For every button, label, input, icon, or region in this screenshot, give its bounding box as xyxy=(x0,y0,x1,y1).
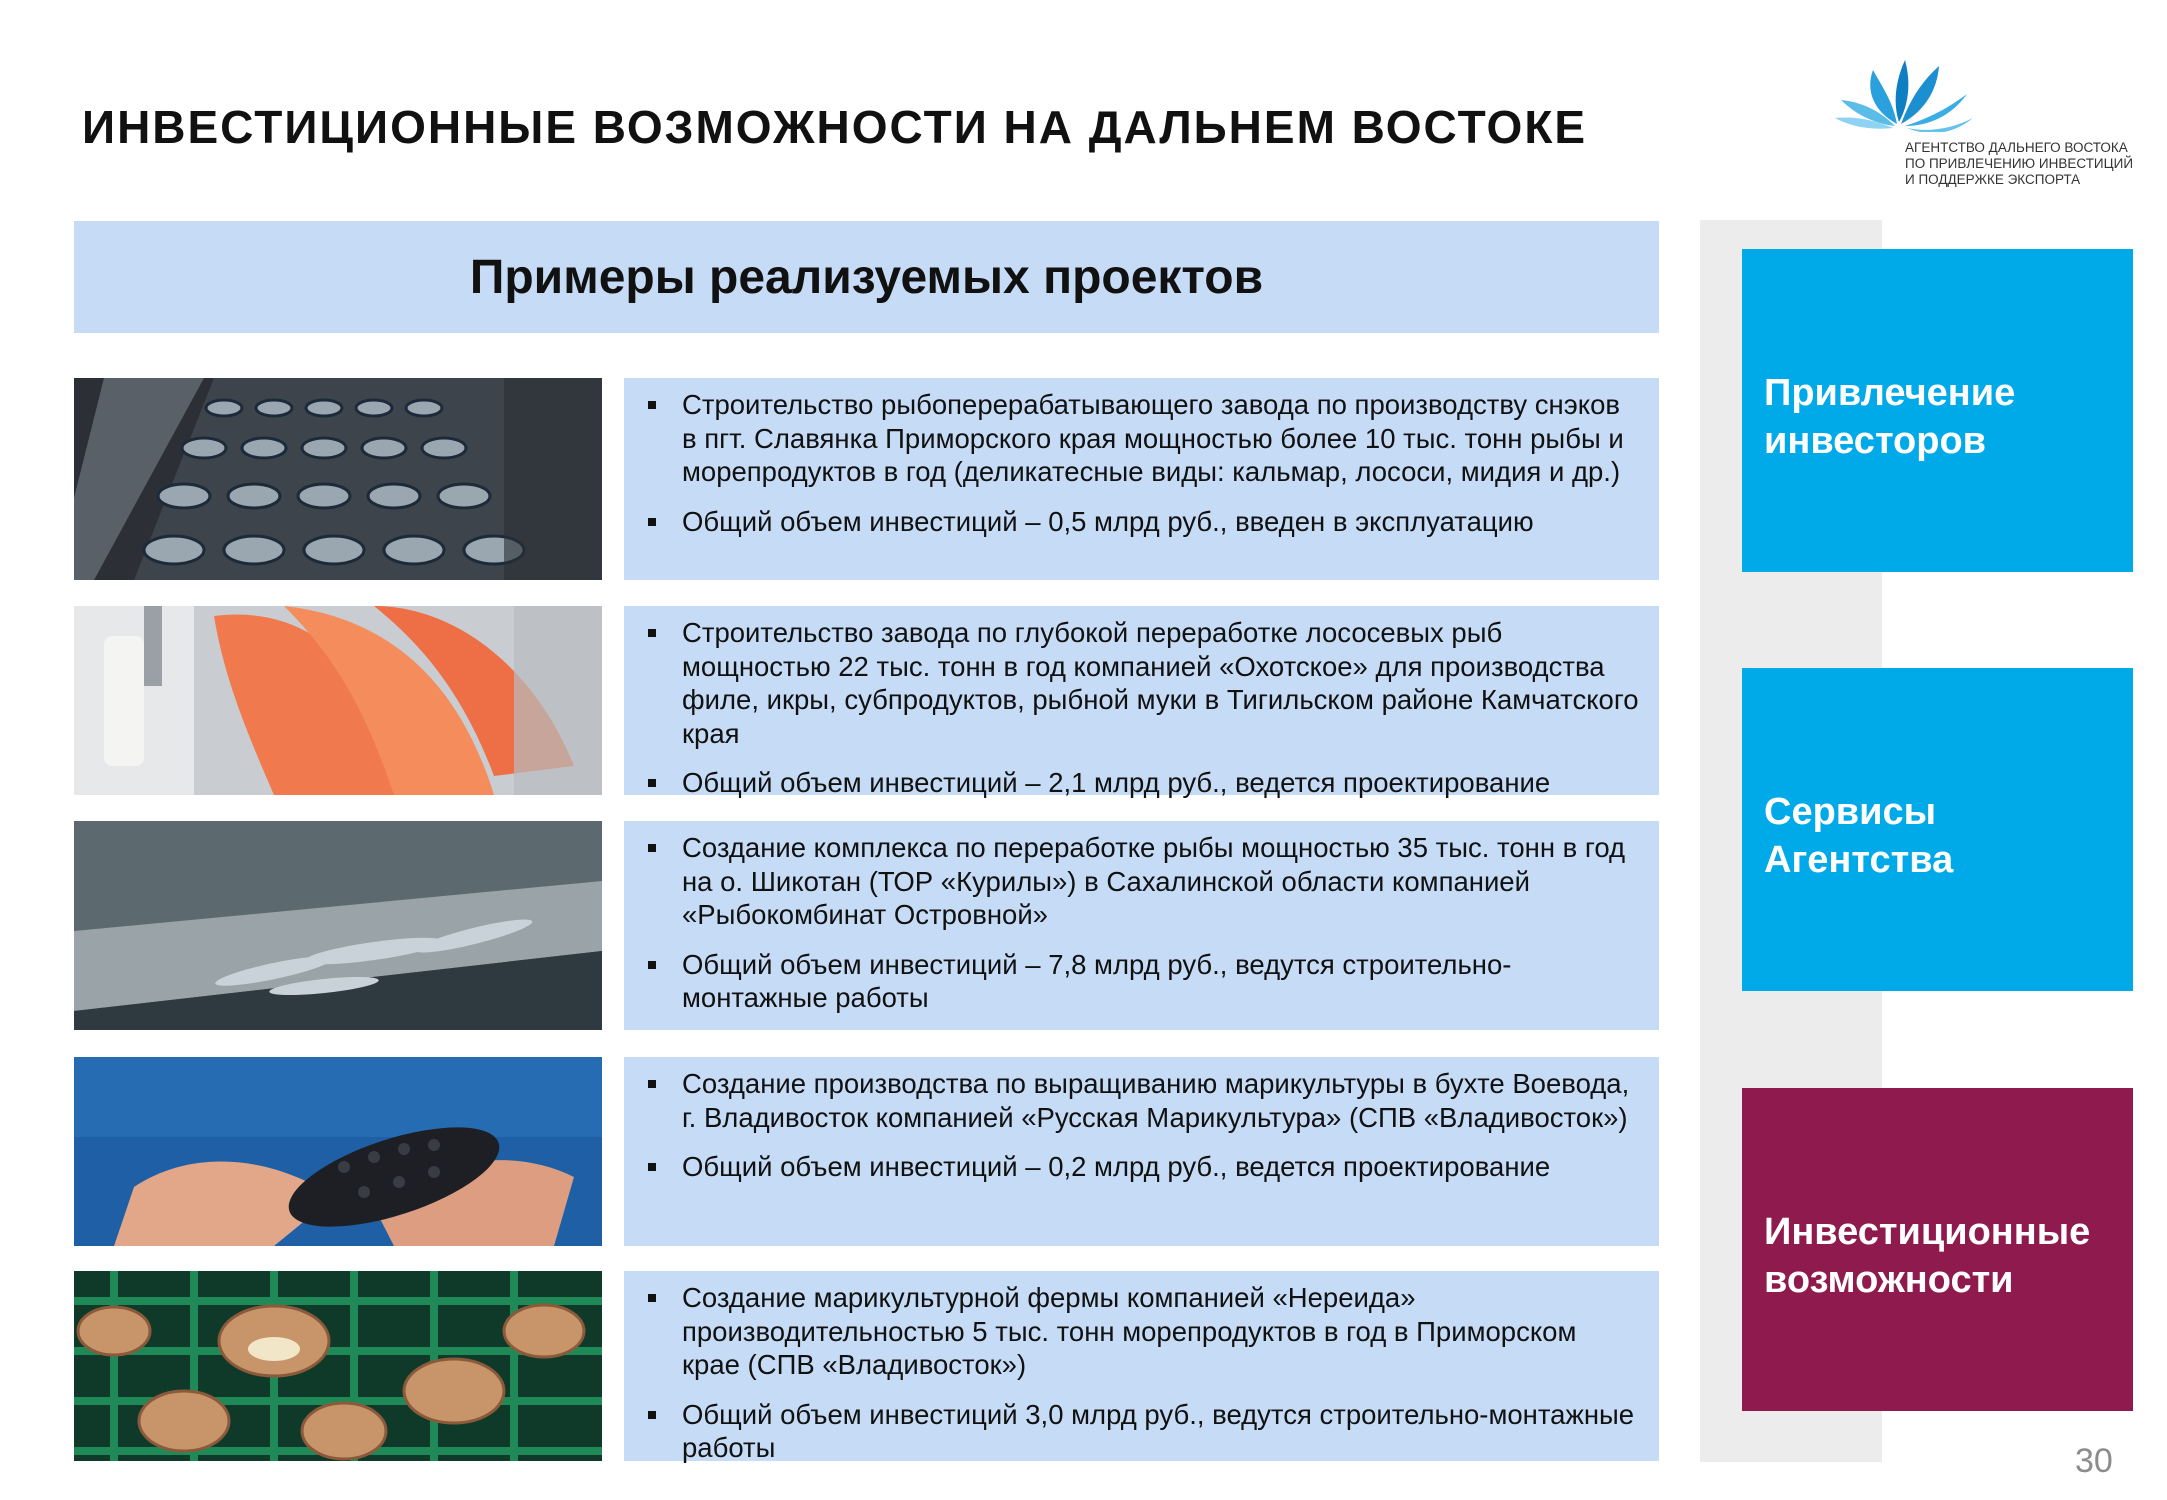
lotus-icon xyxy=(1835,52,1975,132)
project-card xyxy=(624,378,1659,580)
photo-canned-fish-conveyor xyxy=(74,378,602,580)
project-card xyxy=(624,1057,1659,1246)
nav-card-label: Агентства xyxy=(1764,839,1954,881)
nav-card-label: инвесторов xyxy=(1764,420,1987,462)
project-investment: Общий объем инвестиций – 0,2 млрд руб., ведется проектирование xyxy=(644,1150,1641,1184)
photo-fish-processing-line xyxy=(74,821,602,1030)
project-investment: Общий объем инвестиций – 7,8 млрд руб., ведутся строительно-монтажные работы xyxy=(644,948,1641,1015)
project-investment: Общий объем инвестиций – 0,5 млрд руб., введен в эксплуатацию xyxy=(644,505,1641,539)
nav-card-investment-opportunities[interactable] xyxy=(1742,1088,2133,1411)
project-investment: Общий объем инвестиций – 2,1 млрд руб., ведется проектирование xyxy=(644,766,1641,800)
project-description: Создание комплекса по переработке рыбы мощностью 35 тыс. тонн в год на о. Шикотан (ТОР «Курилы») в Сахалинской области компанией «Рыбокомбинат Островной» xyxy=(644,831,1641,932)
agency-logo xyxy=(1835,52,2135,202)
nav-card-label: Сервисы xyxy=(1764,791,1937,833)
page-number: 30 xyxy=(2075,1442,2113,1480)
section-header: Примеры реализуемых проектов xyxy=(74,221,1659,333)
project-card xyxy=(624,606,1659,798)
project-description: Строительство рыбоперерабатывающего завода по производству снэков в пгт. Славянка Приморского края мощностью более 10 тыс. тонн рыбы и морепродуктов в год (деликатесные виды: кальмар, лососи, мидия и др.) xyxy=(644,388,1641,489)
nav-card-label: возможности xyxy=(1764,1259,2014,1301)
project-description: Создание производства по выращиванию марикультуры в бухте Воевода, г. Владивосток компанией «Русская Марикультура» (СПВ «Владивосток») xyxy=(644,1067,1641,1134)
project-card xyxy=(624,821,1659,1030)
page-title: ИНВЕСТИЦИОННЫЕ ВОЗМОЖНОСТИ НА ДАЛЬНЕМ ВОСТОКЕ xyxy=(82,101,1588,153)
logo-line: ПО ПРИВЛЕЧЕНИЮ ИНВЕСТИЦИЙ xyxy=(1905,156,2134,171)
nav-card-agency-services[interactable] xyxy=(1742,668,2133,991)
project-investment: Общий объем инвестиций 3,0 млрд руб., ведутся строительно-монтажные работы xyxy=(644,1398,1641,1465)
nav-card-label: Привлечение xyxy=(1764,372,2016,414)
project-card xyxy=(624,1271,1659,1461)
photo-sea-cucumber-in-hands xyxy=(74,1057,602,1246)
logo-text xyxy=(1905,140,2145,188)
nav-card-investor-attraction[interactable] xyxy=(1742,249,2133,572)
logo-line: АГЕНТСТВО ДАЛЬНЕГО ВОСТОКА xyxy=(1905,140,2128,155)
photo-salmon-fillet xyxy=(74,606,602,795)
logo-line: И ПОДДЕРЖКЕ ЭКСПОРТА xyxy=(1905,172,2081,187)
photo-scallops-on-grid xyxy=(74,1271,602,1461)
project-description: Создание марикультурной фермы компанией «Нереида» производительностью 5 тыс. тонн морепродуктов в год в Приморском крае (СПВ «Владивосток») xyxy=(644,1281,1641,1382)
project-description: Строительство завода по глубокой переработке лососевых рыб мощностью 22 тыс. тонн в год компанией «Охотское» для производства филе, икры, субпродуктов, рыбной муки в Тигильском районе Камчатского края xyxy=(644,616,1641,750)
nav-card-label: Инвестиционные xyxy=(1764,1211,2091,1253)
